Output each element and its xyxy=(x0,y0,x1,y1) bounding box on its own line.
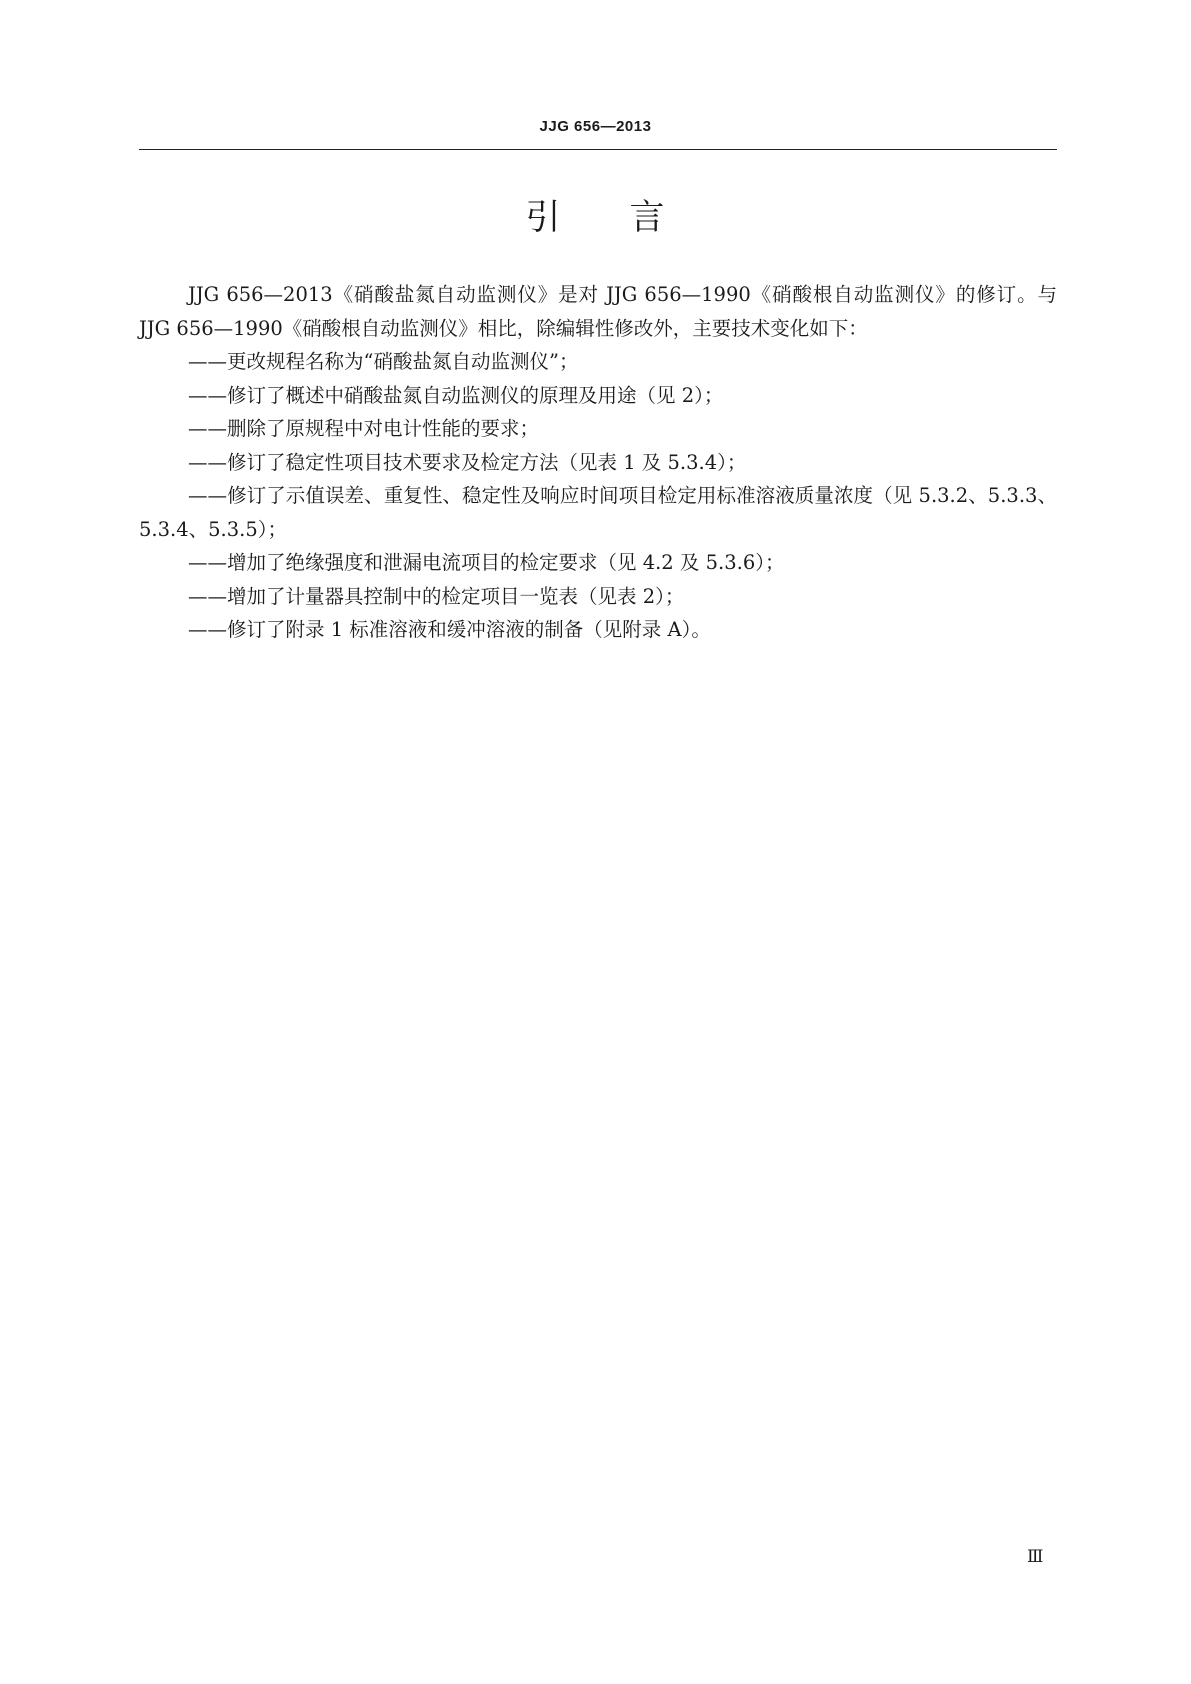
change-item: ——修订了附录 1 标准溶液和缓冲溶液的制备（见附录 A）。 xyxy=(188,618,711,641)
body-text xyxy=(139,278,1057,647)
header-divider xyxy=(139,149,1057,150)
change-item: ——修订了概述中硝酸盐氮自动监测仪的原理及用途（见 2）； xyxy=(188,383,724,407)
change-item: ——修订了示值误差、重复性、稳定性及响应时间项目检定用标准溶液质量浓度（见 5.3.2、5.3.3、5.3.4、5.3.5）； xyxy=(139,484,1057,541)
running-header: JJG 656—2013 xyxy=(539,118,652,135)
change-item: ——更改规程名称为“硝酸盐氮自动监测仪”； xyxy=(188,350,579,373)
title-char-2: 言 xyxy=(629,198,666,238)
change-item: ——增加了计量器具控制中的检定项目一览表（见表 2）； xyxy=(188,584,685,608)
change-item: ——增加了绝缘强度和泄漏电流项目的检定要求（见 4.2 及 5.3.6）； xyxy=(188,551,785,574)
section-title xyxy=(0,190,1191,240)
intro-paragraph: JJG 656—2013《硝酸盐氮自动监测仪》是对 JJG 656—1990《硝酸根自动监测仪》的修订。与 JJG 656—1990《硝酸根自动监测仪》相比，除编辑性修改外，主要技术变化如下： xyxy=(139,283,1057,340)
change-item: ——删除了原规程中对电计性能的要求； xyxy=(188,417,540,440)
change-item: ——修订了稳定性项目技术要求及检定方法（见表 1 及 5.3.4）； xyxy=(188,450,747,474)
title-char-1: 引 xyxy=(525,198,562,238)
page-number: Ⅲ xyxy=(1027,1547,1044,1567)
